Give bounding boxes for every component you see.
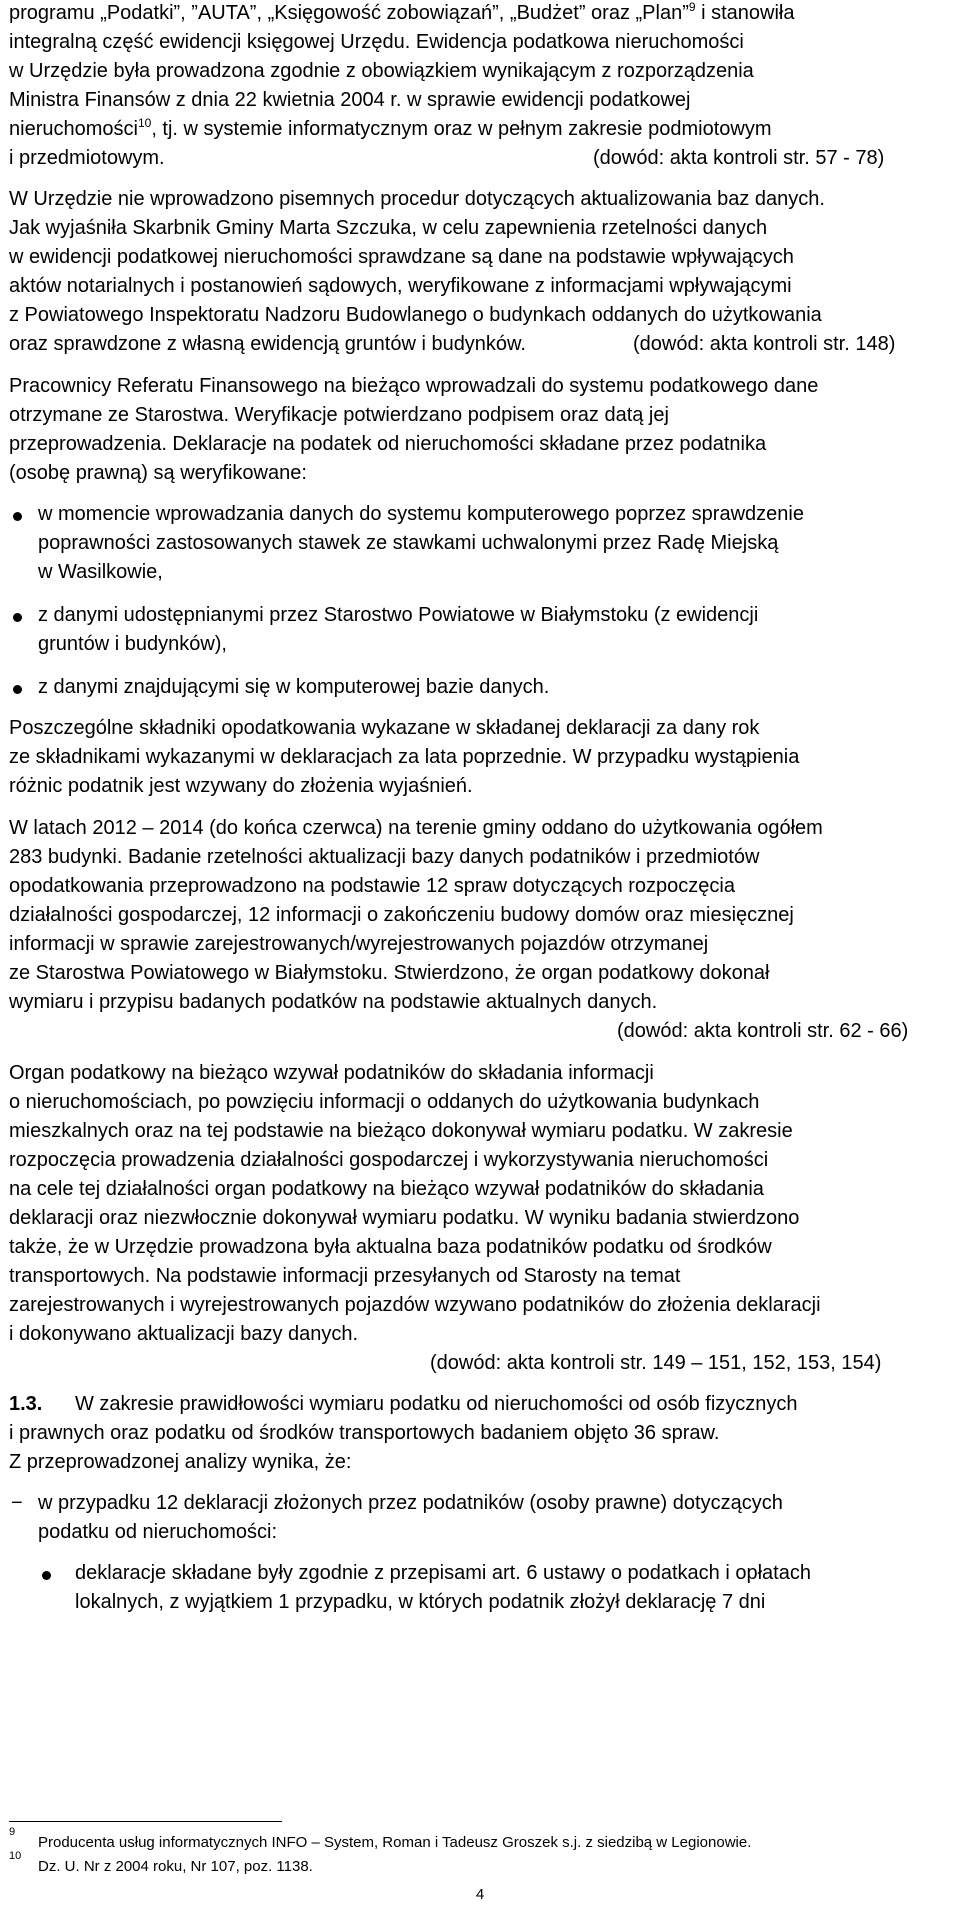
bullet-icon [13,685,22,694]
text-line: ze Starostwa Powiatowego w Białymstoku. Stwierdzono, że organ podatkowy dokonał [9,962,770,984]
text-line: Organ podatkowy na bieżąco wzywał podatników do składania informacji [9,1062,654,1084]
text-line: i prawnych oraz podatku od środków transportowych badaniem objęto 36 spraw. [9,1422,720,1444]
footnote-ref[interactable]: 10 [137,116,152,130]
text-line: transportowych. Na podstawie informacji przesyłanych od Starosty na temat [9,1265,681,1287]
text-line: (osobę prawną) są weryfikowane: [9,462,307,484]
text-line: otrzymane ze Starostwa. Weryfikacje potwierdzano podpisem oraz datą jej [9,404,669,426]
list-item: lokalnych, z wyjątkiem 1 przypadku, w których podatnik złożył deklarację 7 dni [75,1591,766,1613]
list-item: podatku od nieruchomości: [38,1521,278,1543]
text-line: opodatkowania przeprowadzono na podstawie 12 spraw dotyczących rozpoczęcia [9,875,735,897]
text-line: 283 budynki. Badanie rzetelności aktualizacji bazy danych podatników i przedmiotów [9,846,760,868]
text-line: W latach 2012 – 2014 (do końca czerwca) na terenie gminy oddano do użytkowania ogółem [9,817,823,839]
text-line: na cele tej działalności organ podatkowy na bieżąco wzywał podatników do składania [9,1178,764,1200]
text-line: programu „Podatki”, ”AUTA”, „Księgowość zobowiązań”, „Budżet” oraz „Plan”$^9$ i stanowiła [9,0,795,24]
footnote-number: 9 [9,1826,16,1838]
evidence-reference: (dowód: akta kontroli str. 148) [633,333,896,355]
text-line: mieszkalnych oraz na tej podstawie na bieżąco dokonywał wymiaru podatku. W zakresie [9,1120,793,1142]
evidence-reference: (dowód: akta kontroli str. 62 - 66) [617,1020,909,1042]
list-item: poprawności zastosowanych stawek ze stawkami uchwalonymi przez Radę Miejską [38,532,779,554]
footnote-text: Producenta usług informatycznych INFO – System, Roman i Tadeusz Groszek s.j. z siedzibą w Legionowie. [38,1834,752,1851]
list-item: w Wasilkowie, [38,561,163,583]
text-line: i dokonywano aktualizacji bazy danych. [9,1323,359,1345]
footnote-separator [9,1821,282,1822]
text-line: deklaracji oraz niezwłocznie dokonywał wymiaru podatku. W wyniku badania stwierdzono [9,1207,800,1229]
text-line: Poszczególne składniki opodatkowania wykazane w składanej deklaracji za dany rok [9,717,760,739]
text-line: Ministra Finansów z dnia 22 kwietnia 2004 r. w sprawie ewidencji podatkowej [9,89,691,111]
list-item: w przypadku 12 deklaracji złożonych przez podatników (osoby prawne) dotyczących [38,1492,783,1514]
list-item: w momencie wprowadzania danych do systemu komputerowego poprzez sprawdzenie [38,503,804,525]
text-line: zarejestrowanych i wyrejestrowanych pojazdów wzywano podatników do złożenia deklaracji [9,1294,821,1316]
footnote-number: 10 [9,1850,22,1862]
text-line: w Urzędzie była prowadzona zgodnie z obowiązkiem wynikającym z rozporządzenia [9,60,754,82]
text-line: w ewidencji podatkowej nieruchomości sprawdzane są dane na podstawie wpływających [9,246,794,268]
evidence-reference: (dowód: akta kontroli str. 149 – 151, 152, 153, 154) [430,1352,882,1374]
text-line: W Urzędzie nie wprowadzono pisemnych procedur dotyczących aktualizowania baz danych. [9,188,825,210]
bullet-icon [13,512,22,521]
list-item: deklaracje składane były zgodnie z przepisami art. 6 ustawy o podatkach i opłatach [75,1562,811,1584]
page-number: 4 [475,1886,485,1903]
list-item: gruntów i budynków), [38,633,227,655]
bullet-icon [42,1571,51,1580]
text-line: Z przeprowadzonej analizy wynika, że: [9,1451,352,1473]
text-line: ze składnikami wykazanymi w deklaracjach za lata poprzednie. W przypadku wystąpienia [9,746,800,768]
text-line: rozpoczęcia prowadzenia działalności gospodarczej i wykorzystywania nieruchomości [9,1149,769,1171]
text-line: także, że w Urzędzie prowadzona była aktualna baza podatników podatku od środków [9,1236,772,1258]
text-line: nieruchomości$^{10}$, tj. w systemie informatycznym oraz w pełnym zakresie podmiotowym [9,116,772,140]
text-line: o nieruchomościach, po powzięciu informacji o oddanych do użytkowania budynkach [9,1091,760,1113]
text-line: informacji w sprawie zarejestrowanych/wyrejestrowanych pojazdów otrzymanej [9,933,709,955]
list-item: z danymi znajdującymi się w komputerowej bazie danych. [38,676,550,698]
text-line: różnic podatnik jest wzywany do złożenia wyjaśnień. [9,775,473,797]
text-line: W zakresie prawidłowości wymiaru podatku od nieruchomości od osób fizycznych [75,1393,798,1415]
section-number: 1.3. [9,1393,43,1415]
bullet-icon [13,613,22,622]
list-item: z danymi udostępnianymi przez Starostwo Powiatowe w Białymstoku (z ewidencji [38,604,759,626]
text-line: oraz sprawdzone z własną ewidencją gruntów i budynków. [9,333,526,355]
text-line: aktów notarialnych i postanowień sądowych, weryfikowane z informacjami wpływającymi [9,275,792,297]
text-line: Pracownicy Referatu Finansowego na bieżąco wprowadzali do systemu podatkowego dane [9,375,819,397]
text-line: wymiaru i przypisu badanych podatków na podstawie aktualnych danych. [9,991,658,1013]
text-line: przeprowadzenia. Deklaracje na podatek od nieruchomości składane przez podatnika [9,433,767,455]
footnote-ref[interactable]: 9 [688,0,696,14]
evidence-reference: (dowód: akta kontroli str. 57 - 78) [593,147,885,169]
text-line: z Powiatowego Inspektoratu Nadzoru Budowlanego o budynkach oddanych do użytkowania [9,304,822,326]
text-line: i przedmiotowym. [9,147,165,169]
dash-icon: − [11,1492,23,1514]
text-line: integralną część ewidencji księgowej Urzędu. Ewidencja podatkowa nieruchomości [9,31,744,53]
footnote-text: Dz. U. Nr z 2004 roku, Nr 107, poz. 1138. [38,1858,313,1875]
text-line: działalności gospodarczej, 12 informacji o zakończeniu budowy domów oraz miesięcznej [9,904,794,926]
text-line: Jak wyjaśniła Skarbnik Gminy Marta Szczuka, w celu zapewnienia rzetelności danych [9,217,768,239]
